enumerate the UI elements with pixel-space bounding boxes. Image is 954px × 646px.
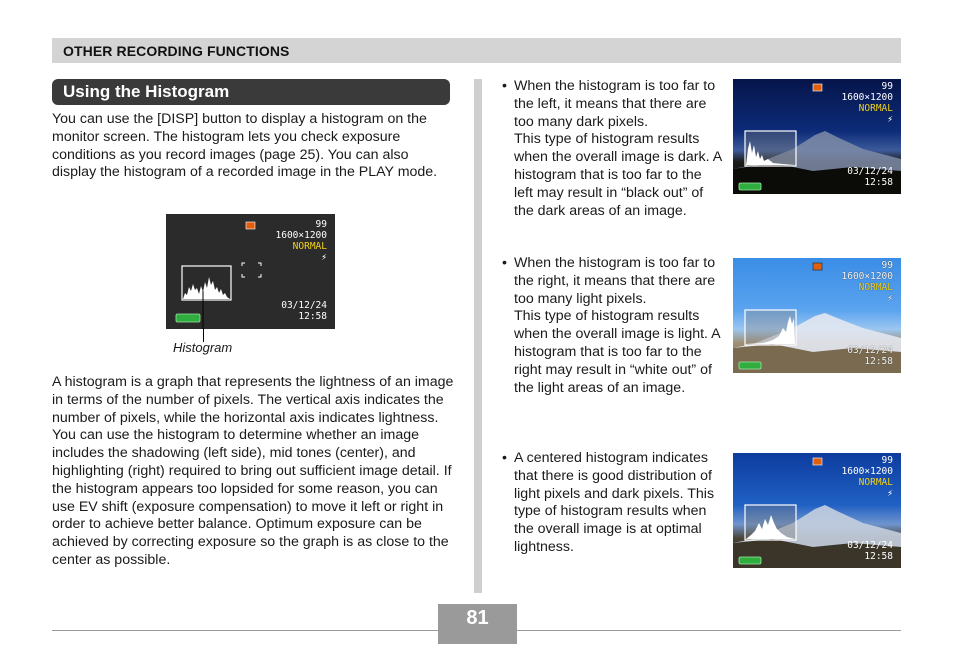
balanced-photo-screen [733, 453, 901, 568]
mode-icon [813, 458, 822, 465]
figure-caption: Histogram [173, 340, 233, 355]
dark-photo-screen [733, 79, 901, 194]
bullet-dark [502, 78, 724, 220]
section-title-bar [52, 79, 450, 105]
image-size: 1600×1200 [841, 92, 893, 103]
histogram-screen [166, 214, 335, 329]
record-date: 03/12/24 [281, 300, 327, 311]
explanation-paragraph: A histogram is a graph that represents the lightness of an image in terms of the number of pixels. The vertical axis indicates the number of pixels, while the horizontal axis indicates lightness. You can use the histogram to determine whether an image includes the shadowing (left side), mid tones (center), and highlighting (right) required to bring out sufficient image detail. If the histogram appears too lopsided for some reason, you can use EV shift (exposure compensation) to move it left or right in order to achieve better balance. Optimum exposure can be achieved by correcting exposure so the graph is as close to the center as possible. [52, 374, 454, 568]
image-quality: NORMAL [858, 282, 893, 293]
mode-icon [246, 222, 255, 229]
page-number-strip [438, 630, 517, 644]
section-header-label: OTHER RECORDING FUNCTIONS [63, 43, 290, 59]
section-header-bar [52, 38, 901, 63]
bullet-light [502, 255, 724, 397]
image-size: 1600×1200 [841, 466, 893, 477]
shots-remaining: 99 [881, 81, 893, 92]
column-divider [474, 79, 482, 593]
light-photo-screen [733, 258, 901, 373]
image-quality: NORMAL [858, 103, 893, 114]
flash-icon: ⚡ [887, 488, 893, 499]
bullet-symbol: • [502, 450, 507, 466]
mode-icon [813, 263, 822, 270]
focus-frame-icon [242, 263, 261, 277]
mode-icon [813, 84, 822, 91]
section-title: Using the Histogram [63, 82, 230, 101]
shots-remaining: 99 [315, 219, 327, 230]
bullet-dark-text-1: When the histogram is too far to the left, it means that there are too many dark pixels. [514, 78, 716, 130]
bullet-centered [502, 450, 724, 557]
record-time: 12:58 [864, 356, 893, 367]
battery-icon [739, 362, 761, 369]
image-size: 1600×1200 [275, 230, 327, 241]
image-quality: NORMAL [858, 477, 893, 488]
image-size: 1600×1200 [841, 271, 893, 282]
shots-remaining: 99 [881, 260, 893, 271]
record-time: 12:58 [864, 177, 893, 188]
bullet-light-text-1: When the histogram is too far to the right, it means that there are too many light pixels. [514, 255, 716, 307]
intro-paragraph: You can use the [DISP] button to display a histogram on the monitor screen. The histogram lets you check exposure conditions as you record images (page 25). You can also display the histogram of a recorded image in the PLAY mode. [52, 111, 438, 181]
shots-remaining: 99 [881, 455, 893, 466]
bullet-symbol: • [502, 255, 507, 271]
flash-icon: ⚡ [321, 252, 327, 263]
bullet-centered-text-1: A centered histogram indicates that there is good distribution of light pixels and dark pixels. This type of histogram results when the overall image is at optimal lightness. [514, 450, 715, 555]
record-date: 03/12/24 [847, 540, 893, 551]
battery-icon [739, 557, 761, 564]
record-date: 03/12/24 [847, 345, 893, 356]
flash-icon: ⚡ [887, 114, 893, 125]
bullet-dark-text-2: This type of histogram results when the overall image is dark. A histogram that is too far to the left may result in “black out” of the dark areas of an image. [514, 131, 722, 219]
flash-icon: ⚡ [887, 293, 893, 304]
histogram-graph [183, 277, 230, 299]
image-quality: NORMAL [292, 241, 327, 252]
record-time: 12:58 [298, 311, 327, 322]
battery-icon [176, 314, 200, 322]
record-date: 03/12/24 [847, 166, 893, 177]
bullet-symbol: • [502, 78, 507, 94]
battery-icon [739, 183, 761, 190]
page-number: 81 [438, 604, 517, 632]
record-time: 12:58 [864, 551, 893, 562]
bullet-light-text-2: This type of histogram results when the overall image is light. A histogram that is too far to the right may result in “white out” of the light areas of an image. [514, 308, 720, 396]
